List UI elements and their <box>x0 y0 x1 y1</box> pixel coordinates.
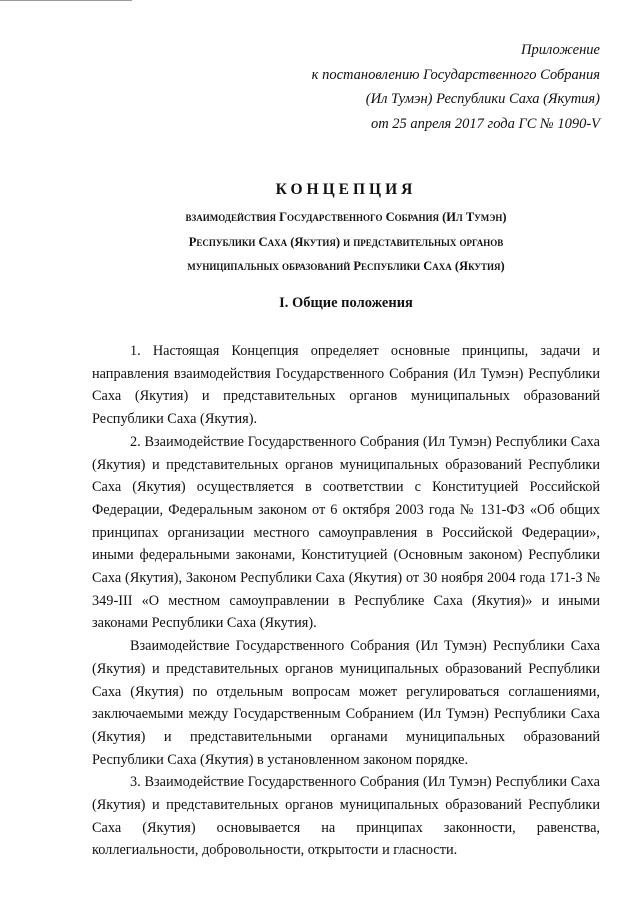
appendix-date-number: от 25 апреля 2017 года ГС № 1090-V <box>370 115 600 132</box>
paragraph-2-continued: Взаимодействие Государственного Собрания (Ил Тумэн) Республики Саха (Якутия) и представительных органов муниципальных образований Республики Саха (Якутия) по отдельным вопросам может регулироваться соглашениями, заключаемыми между Государственным Собранием (Ил Тумэн) Республики Саха (Якутия) и представительными органами муниципальных образований Республики Саха (Якутия) в установленном законом порядке. <box>92 638 600 768</box>
subtitle-line-1: взаимодействия Государственного Собрания (Ил Тумэн) <box>185 210 507 224</box>
document-body <box>92 340 600 862</box>
paragraph-1: 1. Настоящая Концепция определяет основные принципы, задачи и направления взаимодействия Государственного Собрания (Ил Тумэн) Республики Саха (Якутия) и представительных органов муниципальных образований Республики Саха (Якутия). <box>92 343 600 428</box>
appendix-parliament: (Ил Тумэн) Республики Саха (Якутия) <box>365 91 600 107</box>
document-subtitle <box>92 205 600 279</box>
scan-edge-line <box>0 0 132 1</box>
subtitle-line-3: муниципальных образований Республики Саха (Якутия) <box>187 259 505 273</box>
subtitle-line-2: Республики Саха (Якутия) и представительных органов <box>188 234 504 249</box>
appendix-header <box>240 38 600 136</box>
appendix-label: Приложение <box>521 42 600 58</box>
appendix-resolution: к постановлению Государственного Собрания <box>311 66 600 83</box>
document-title: КОНЦЕПЦИЯ <box>275 181 417 198</box>
paragraph-3: 3. Взаимодействие Государственного Собрания (Ил Тумэн) Республики Саха (Якутия) и представительных органов муниципальных образований Республики Саха (Якутия) основывается на принципах законности, равенства, коллегиальности, добровольности, открытости и гласности. <box>92 774 600 859</box>
paragraph-2: 2. Взаимодействие Государственного Собрания (Ил Тумэн) Республики Саха (Якутия) и представительных органов муниципальных образований Республики Саха (Якутия) осуществляется в соответствии с Конституцией Российской Федерации, Федеральным законом от 6 октября 2003 года № 131-ФЗ «Об общих принципах организации местного самоуправления в Российской Федерации», иными федеральными законами, Конституцией (Основным законом) Республики Саха (Якутия), Законом Республики Саха (Якутия) от 30 ноября 2004 года 171-З № 349-III «О местном самоуправлении в Республике Саха (Якутия)» и иными законами Республики Саха (Якутия). <box>92 433 600 632</box>
section-heading: I. Общие положения <box>279 295 413 311</box>
